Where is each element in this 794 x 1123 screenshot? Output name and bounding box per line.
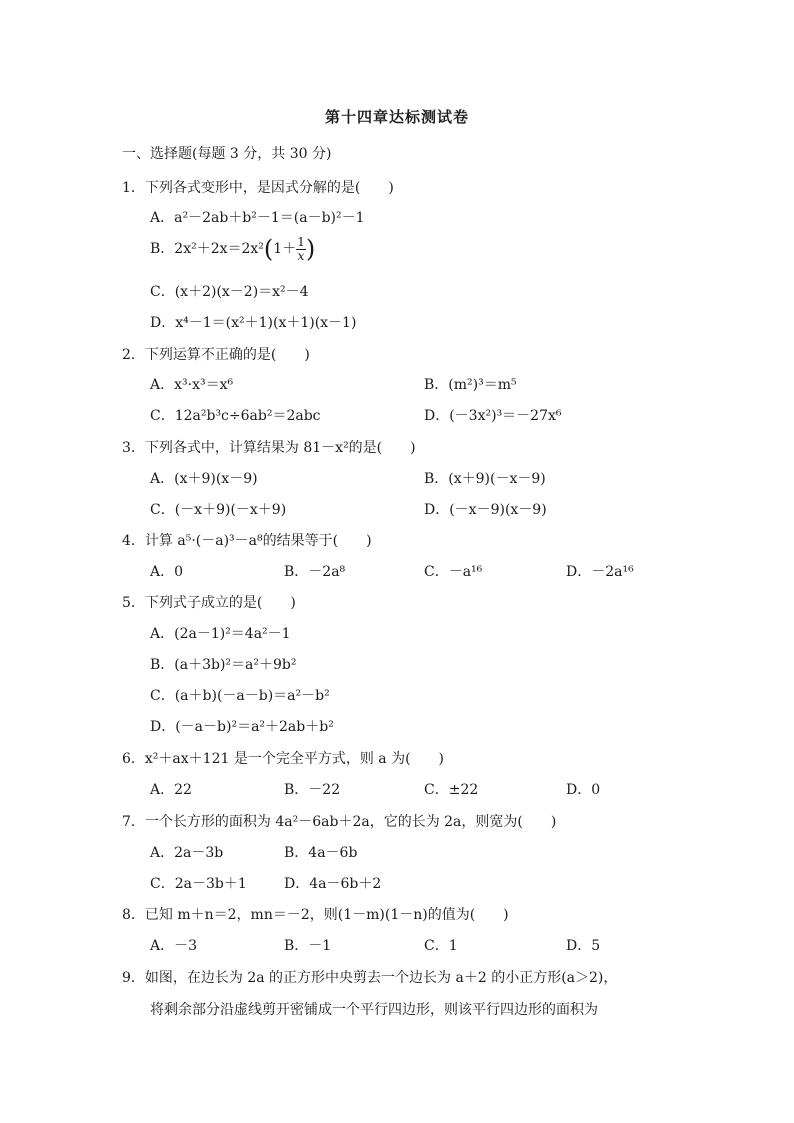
q2-option-c: C．12a²b³c÷6ab²＝2abc	[150, 408, 321, 424]
q7-option-a: A．2a－3b	[150, 845, 224, 861]
q4-option-a: A．0	[150, 564, 184, 580]
q7-option-d: D．4a－6b＋2	[284, 876, 382, 892]
q8-option-b: B．－1	[284, 938, 332, 954]
q1-option-b	[150, 236, 315, 262]
q6-option-a: A．22	[150, 782, 192, 798]
question-4: 4．计算 a⁵·(－a)³－a⁸的结果等于( )	[122, 533, 372, 549]
q8-option-a: A．－3	[150, 938, 198, 954]
q3-option-a: A．(x＋9)(x－9)	[150, 471, 258, 487]
question-1: 1．下列各式变形中，是因式分解的是( )	[122, 180, 394, 196]
q3-option-c: C．(－x＋9)(－x＋9)	[150, 502, 287, 518]
question-5: 5．下列式子成立的是( )	[122, 595, 296, 611]
q8-option-d: D．5	[566, 938, 601, 954]
q4-option-c: C．－a¹⁶	[424, 564, 483, 580]
page-title: 第十四章达标测试卷	[324, 108, 469, 126]
q1-option-c: C．(x＋2)(x－2)＝x²－4	[150, 284, 309, 300]
q1-option-a: A．a²－2ab＋b²－1＝(a－b)²－1	[150, 210, 365, 226]
q4-option-b: B．－2a⁸	[284, 564, 346, 580]
q2-option-d: D．(－3x²)³＝－27x⁶	[424, 408, 562, 424]
question-7: 7．一个长方形的面积为 4a²－6ab＋2a，它的长为 2a，则宽为( )	[122, 814, 557, 830]
q7-option-c: C．2a－3b＋1	[150, 876, 247, 892]
question-6: 6．x²＋ax＋121 是一个完全平方式，则 a 为( )	[122, 751, 444, 767]
fraction	[296, 236, 306, 262]
left-paren: (	[263, 235, 274, 264]
q8-option-c: C．1	[424, 938, 458, 954]
question-9: 9．如图，在边长为 2a 的正方形中央剪去一个边长为 a＋2 的小正方形(a＞2)，	[122, 970, 618, 986]
question-3: 3．下列各式中，计算结果为 81－x²的是( )	[122, 440, 416, 456]
question-2: 2．下列运算不正确的是( )	[122, 347, 310, 363]
q4-option-d: D．－2a¹⁶	[566, 564, 634, 580]
question-9-continuation: 将剩余部分沿虚线剪开密铺成一个平行四边形，则该平行四边形的面积为	[150, 1002, 598, 1018]
question-8: 8．已知 m＋n＝2，mn＝－2，则(1－m)(1－n)的值为( )	[122, 907, 509, 923]
q5-option-a: A．(2a－1)²＝4a²－1	[150, 626, 291, 642]
q2-option-a: A．x³·x³＝x⁶	[150, 377, 234, 393]
q1-option-d: D．x⁴－1＝(x²＋1)(x＋1)(x－1)	[150, 315, 357, 331]
q6-option-c: C．±22	[424, 782, 479, 798]
fraction-numerator: 1	[297, 235, 305, 249]
q6-option-d: D．0	[566, 782, 601, 798]
q3-option-d: D．(－x－9)(x－9)	[424, 502, 547, 518]
q7-option-b: B．4a－6b	[284, 845, 358, 861]
q1-option-b-inner: 1＋	[273, 241, 297, 258]
q5-option-c: C．(a＋b)(－a－b)＝a²－b²	[150, 688, 330, 704]
q2-option-b: B．(m²)³＝m⁵	[424, 377, 517, 393]
q6-option-b: B．－22	[284, 782, 341, 798]
fraction-denominator: x	[297, 248, 305, 263]
q5-option-b: B．(a＋3b)²＝a²＋9b²	[150, 657, 297, 673]
q3-option-b: B．(x＋9)(－x－9)	[424, 471, 546, 487]
q5-option-d: D．(－a－b)²＝a²＋2ab＋b²	[150, 719, 334, 735]
section-heading: 一、选择题(每题 3 分，共 30 分)	[122, 146, 332, 162]
q1-option-b-prefix: B．2x²＋2x＝2x²	[150, 241, 264, 258]
right-paren: )	[305, 235, 316, 264]
